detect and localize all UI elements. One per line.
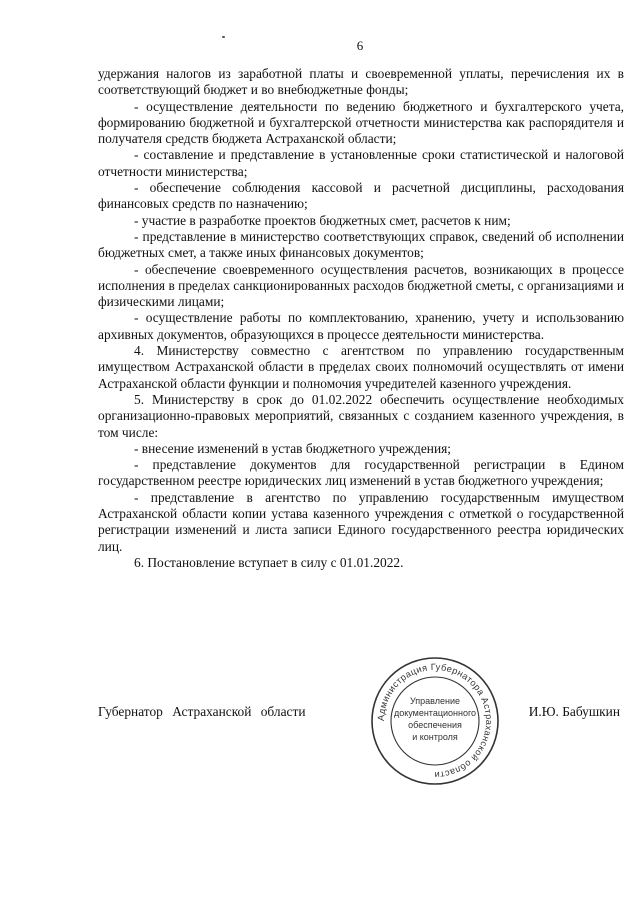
list-item: - осуществление деятельности по ведению бюджетного и бухгалтерского учета, формированию бюджетной и бухгалтерской отчетности министерства как распорядителя и получателя средств бюджета Астраханской области; xyxy=(98,98,624,147)
list-item: - представление в агентство по управлению государственным имуществом Астраханской области копии устава казенного учреждения с отметкой о государственной регистрации изменений и листа записи Единого государственного реестра юридических лиц. xyxy=(98,489,624,554)
document-body xyxy=(98,66,624,571)
list-item: - составление и представление в установленные сроки статистической и налоговой отчетности министерства; xyxy=(98,147,624,179)
paragraph-4: 4. Министерству совместно с агентством по управлению государственным имуществом Астраханской области в пределах своих полномочий осуществлять от имени Астраханской области функции и полномочия учредителей казенного учреждения. xyxy=(98,343,624,391)
list-item: - представление в министерство соответствующих справок, сведений об исполнении бюджетных смет, а также иных финансовых документов; xyxy=(98,228,624,261)
list-item: - внесение изменений в устав бюджетного учреждения; xyxy=(134,440,451,456)
signature-block xyxy=(98,704,624,724)
page-number: 6 xyxy=(356,38,364,53)
list-item: - представление документов для государственной регистрации в Едином государственном реестре юридических лиц изменений в устав бюджетного учреждения; xyxy=(98,457,624,489)
stamp-line: обеспечения xyxy=(408,720,462,730)
signer-title: Губернатор Астраханской области xyxy=(98,704,306,719)
list-item: - обеспечение соблюдения кассовой и расчетной дисциплины, расходования финансовых средств по назначению; xyxy=(98,180,624,212)
list-item: - осуществление работы по комплектованию, хранению, учету и использованию архивных документов, образующихся в процессе деятельности министерства. xyxy=(98,310,624,342)
paragraph: удержания налогов из заработной платы и своевременной уплаты, перечисления их в соответствующий бюджет и во внебюджетные фонды; xyxy=(98,66,624,98)
scan-artifact xyxy=(222,36,225,38)
stamp-seal-icon xyxy=(370,656,500,786)
list-item: - участие в разработке проектов бюджетных смет, расчетов к ним; xyxy=(134,212,511,228)
signer-name: И.Ю. Бабушкин xyxy=(528,704,620,719)
paragraph-6: 6. Постановление вступает в силу с 01.01.2022. xyxy=(134,554,404,570)
stamp-line: документационного xyxy=(393,708,477,718)
official-stamp xyxy=(370,656,500,786)
stamp-ring-text: Администрация Губернатора Астраханской области xyxy=(375,661,495,781)
list-item: - обеспечение своевременного осуществления расчетов, возникающих в процессе исполнения в пределах санкционированных расходов бюджетной сметы, с организациями и физическими лицами; xyxy=(98,261,624,310)
stamp-line: Управление xyxy=(409,696,461,706)
stamp-line: и контроля xyxy=(412,732,458,742)
paragraph-5: 5. Министерству в срок до 01.02.2022 обеспечить осуществление необходимых организационно-правовых мероприятий, связанных с созданием казенного учреждения, в том числе: xyxy=(98,391,624,440)
